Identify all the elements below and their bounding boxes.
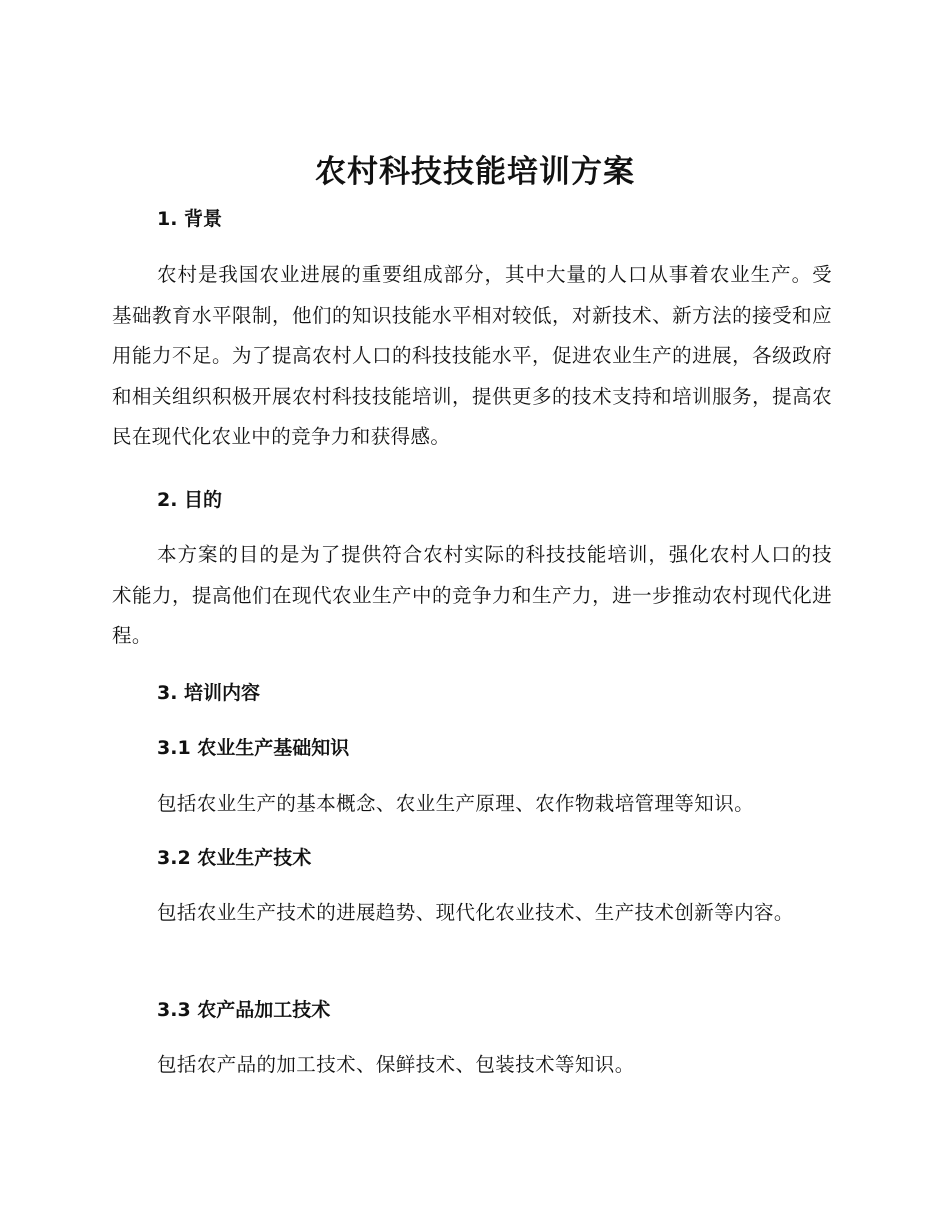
section-heading-background: 1. 背景 (157, 208, 223, 230)
subsection-paragraph-basic-knowledge: 包括农业生产的基本概念、农业生产原理、农作物栽培管理等知识。 (157, 792, 755, 815)
section-paragraph-purpose: 本方案的目的是为了提供符合农村实际的科技技能培训，强化农村人口的技术能力，提高他们在现代农业生产中的竞争力和生产力，进一步推动农村现代化进程。 (112, 543, 832, 647)
subsection-heading-processing-technology: 3.3 农产品加工技术 (157, 999, 331, 1021)
section-heading-purpose: 2. 目的 (157, 489, 223, 511)
subsection-paragraph-production-technology: 包括农业生产技术的进展趋势、现代化农业技术、生产技术创新等内容。 (157, 901, 794, 924)
subsection-heading-production-technology: 3.2 农业生产技术 (157, 847, 312, 869)
subsection-paragraph-processing-technology: 包括农产品的加工技术、保鲜技术、包装技术等知识。 (157, 1053, 635, 1076)
section-heading-training-content: 3. 培训内容 (157, 682, 261, 704)
document-title: 农村科技技能培训方案 (315, 154, 635, 190)
section-paragraph-background: 农村是我国农业进展的重要组成部分，其中大量的人口从事着农业生产。受基础教育水平限制，他们的知识技能水平相对较低，对新技术、新方法的接受和应用能力不足。为了提高农村人口的科技技能水平，促进农业生产的进展，各级政府和相关组织积极开展农村科技技能培训，提供更多的技术支持和培训服务，提高农民在现代化农业中的竞争力和获得感。 (112, 263, 832, 448)
subsection-heading-basic-knowledge: 3.1 农业生产基础知识 (157, 737, 350, 759)
